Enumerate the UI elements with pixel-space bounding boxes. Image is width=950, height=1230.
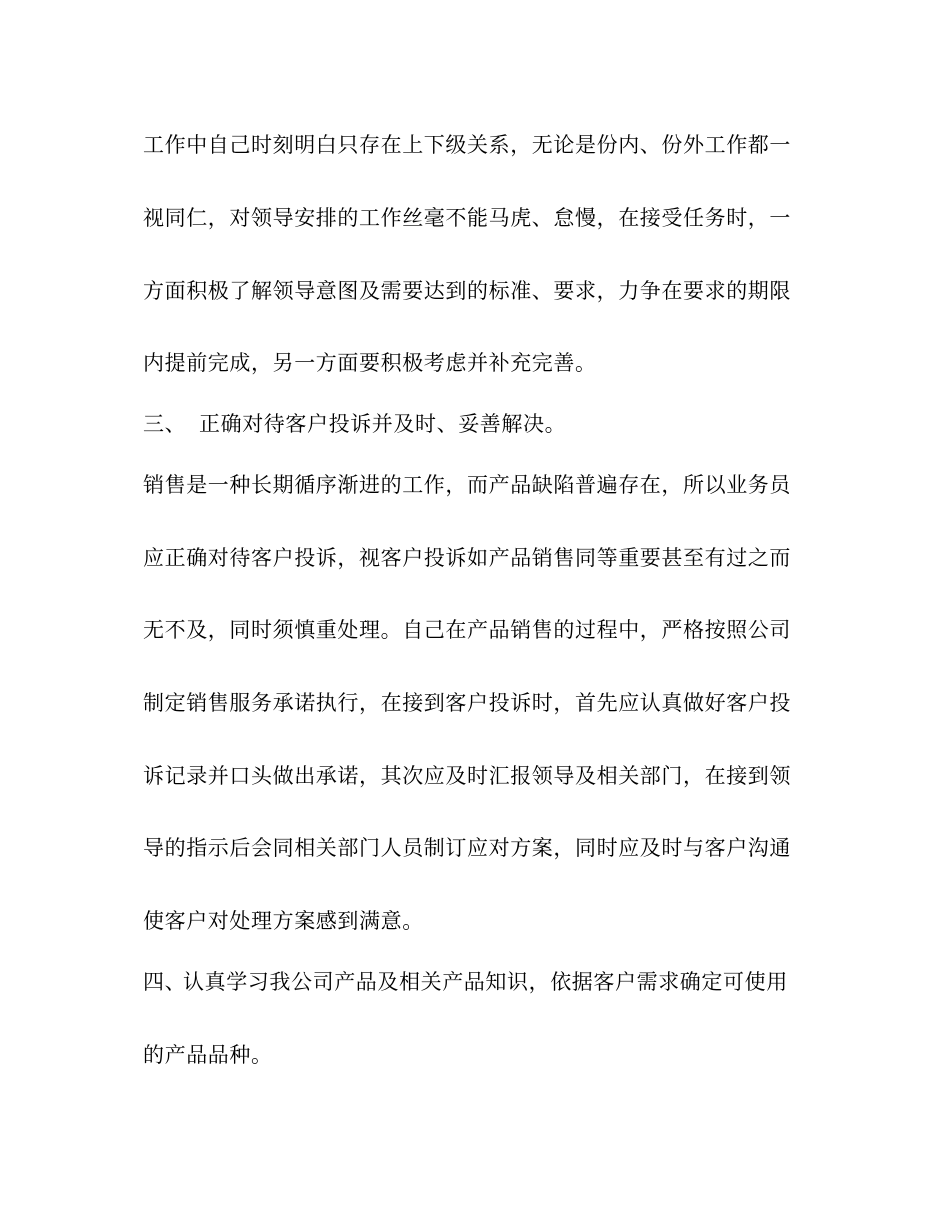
- paragraph-line: 视同仁，对领导安排的工作丝毫不能马虎、怠慢，在接受任务时，一: [143, 206, 791, 230]
- paragraph-line: 销售是一种长期循序渐进的工作，而产品缺陷普遍存在，所以业务员: [143, 473, 791, 497]
- paragraph-line: 诉记录并口头做出承诺，其次应及时汇报领导及相关部门，在接到领: [143, 764, 791, 788]
- section-title: 正确对待客户投诉并及时、妥善解决。: [199, 412, 567, 436]
- paragraph-line: 内提前完成，另一方面要积极考虑并补充完善。: [143, 351, 597, 375]
- paragraph-line: 工作中自己时刻明白只存在上下级关系，无论是份内、份外工作都一: [143, 133, 791, 157]
- section-title-continued: 的产品品种。: [143, 1043, 273, 1067]
- section-heading: [143, 968, 788, 996]
- paragraph-line: 方面积极了解领导意图及需要达到的标准、要求，力争在要求的期限: [143, 279, 791, 303]
- section-title: 认真学习我公司产品及相关产品知识，依据客户需求确定可使用: [183, 970, 788, 994]
- paragraph-line: 应正确对待客户投诉，视客户投诉如产品销售同等重要甚至有过之而: [143, 546, 791, 570]
- paragraph-line: 使客户对处理方案感到满意。: [143, 909, 424, 933]
- section-heading: [143, 410, 566, 438]
- paragraph-line: 制定销售服务承诺执行，在接到客户投诉时，首先应认真做好客户投: [143, 691, 791, 715]
- paragraph-line: 导的指示后会同相关部门人员制订应对方案，同时应及时与客户沟通: [143, 836, 791, 860]
- paragraph-line: 无不及，同时须慎重处理。自己在产品销售的过程中，严格按照公司: [143, 618, 791, 642]
- section-number: 四、: [143, 970, 187, 994]
- section-number: 三、: [143, 412, 187, 436]
